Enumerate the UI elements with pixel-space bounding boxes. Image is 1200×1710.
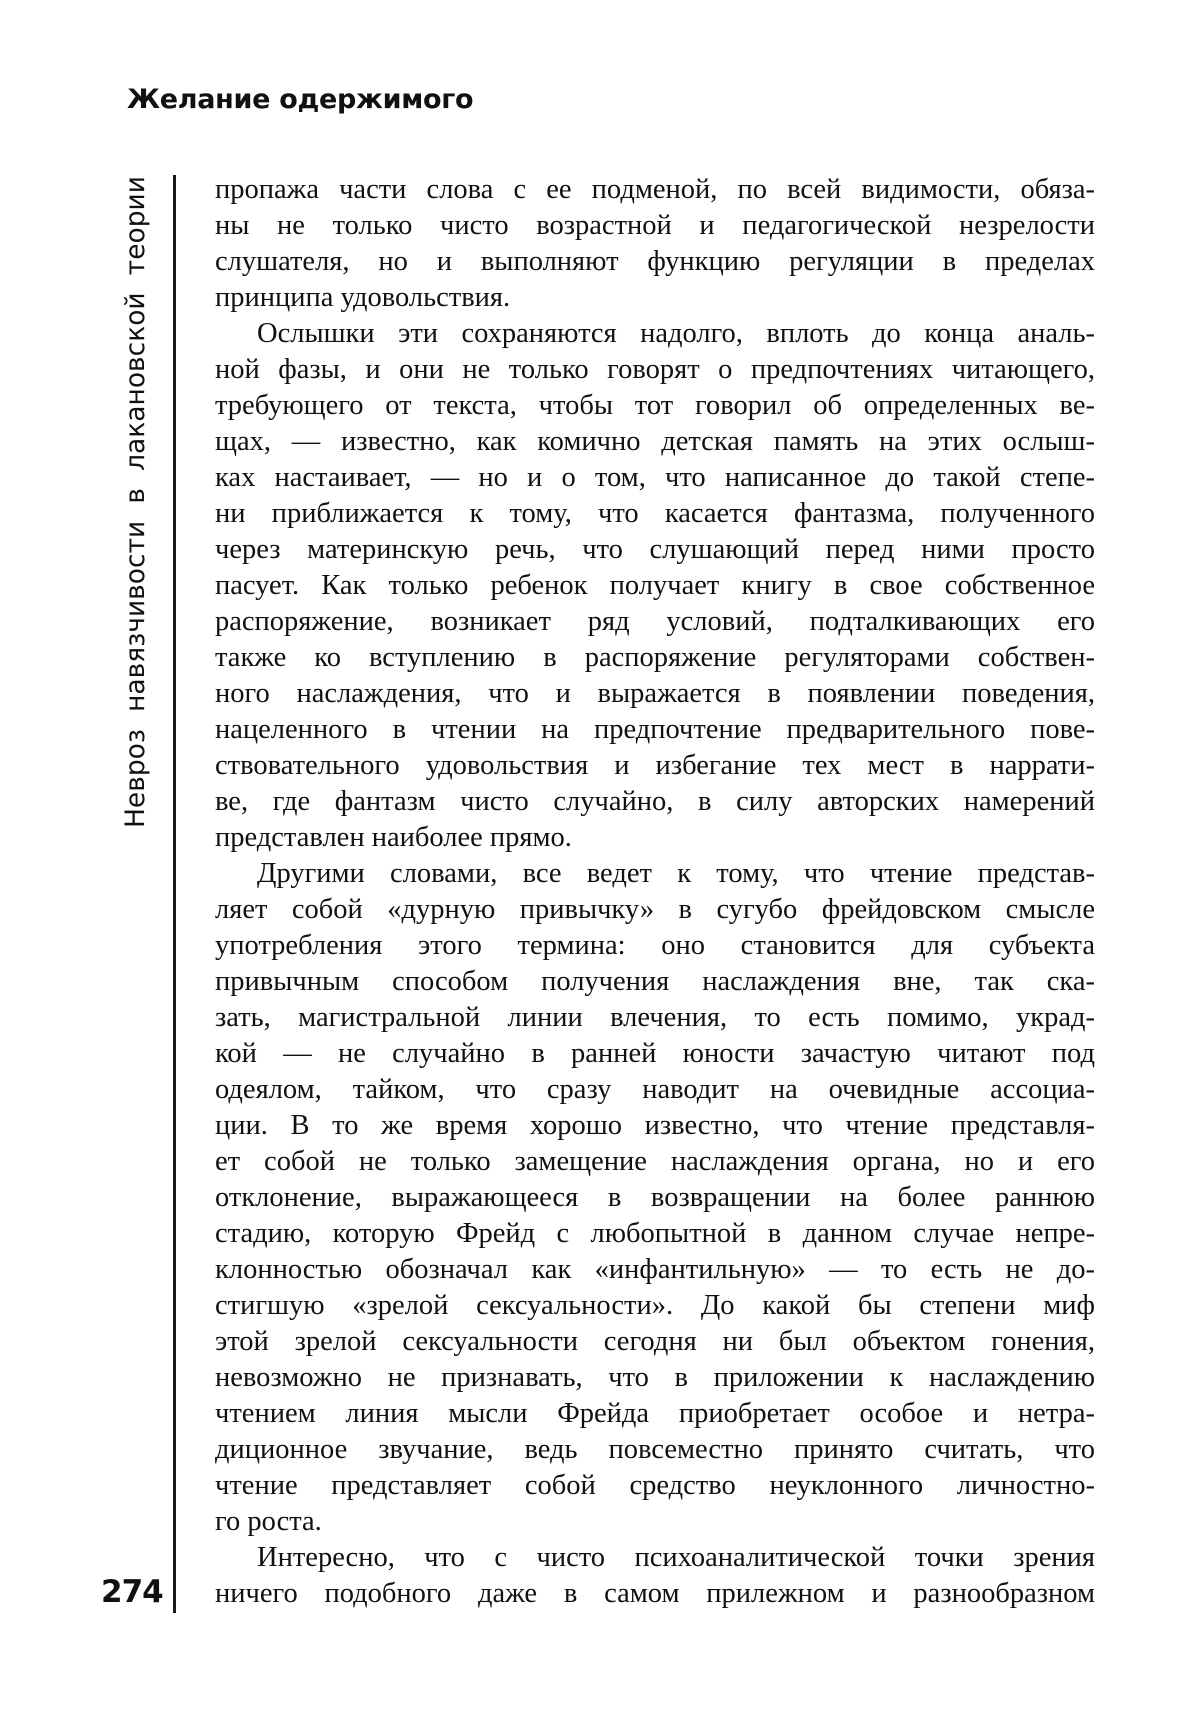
vertical-rule <box>173 175 176 1613</box>
text-line: Ослышки эти сохраняются надолго, вплоть до конца аналь- <box>257 318 1095 349</box>
text-line: через материнскую речь, что слушающий перед ними просто <box>215 534 1095 565</box>
text-line: привычным способом получения наслаждения вне, так ска- <box>215 966 1095 997</box>
text-line: одеялом, тайком, что сразу наводит на очевидные ассоциа- <box>215 1074 1095 1105</box>
side-title-container <box>116 176 156 828</box>
text-line: щах, — известно, как комично детская память на этих ослыш- <box>215 426 1095 457</box>
text-line: ничего подобного даже в самом прилежном и разнообразном <box>215 1578 1095 1609</box>
text-line: ной фазы, и они не только говорят о предпочтениях читающего, <box>215 354 1095 385</box>
text-line: ного наслаждения, что и выражается в появлении поведения, <box>215 678 1095 709</box>
text-line: этой зрелой сексуальности сегодня ни был объектом гонения, <box>215 1326 1095 1357</box>
running-head: Желание одержимого <box>127 84 474 115</box>
text-line: невозможно не признавать, что в приложении к наслаждению <box>215 1362 1095 1393</box>
text-line: ции. В то же время хорошо известно, что чтение представля- <box>215 1110 1095 1141</box>
text-line: также ко вступлению в распоряжение регуляторами собствен- <box>215 642 1095 673</box>
text-line: чтение представляет собой средство неуклонного личностно- <box>215 1470 1095 1501</box>
text-line: ет собой не только замещение наслаждения органа, но и его <box>215 1146 1095 1177</box>
text-line: клонностью обозначал как «инфантильную» — то есть не до- <box>215 1254 1095 1285</box>
page-number: 274 <box>101 1574 163 1610</box>
text-line: ствовательного удовольствия и избегание тех мест в наррати- <box>215 750 1095 781</box>
text-line: Другими словами, все ведет к тому, что чтение представ- <box>257 858 1095 889</box>
vertical-section-title: Невроз навязчивости в лакановской теории <box>120 176 151 828</box>
text-line: ни приближается к тому, что касается фантазма, полученного <box>215 498 1095 529</box>
text-line: ках настаивает, — но и о том, что написанное до такой степе- <box>215 462 1095 493</box>
text-line: принципа удовольствия. <box>215 282 511 313</box>
text-line: Интересно, что с чисто психоаналитической точки зрения <box>257 1542 1095 1573</box>
text-line: чтением линия мысли Фрейда приобретает особое и нетра- <box>215 1398 1095 1429</box>
body-text <box>215 172 1095 1622</box>
text-line: стадию, которую Фрейд с любопытной в данном случае непре- <box>215 1218 1095 1249</box>
text-line: нацеленного в чтении на предпочтение предварительного пове- <box>215 714 1095 745</box>
text-line: диционное звучание, ведь повсеместно принято считать, что <box>215 1434 1095 1465</box>
text-line: пасует. Как только ребенок получает книгу в свое собственное <box>215 570 1095 601</box>
text-line: слушателя, но и выполняют функцию регуляции в пределах <box>215 246 1095 277</box>
text-line: требующего от текста, чтобы тот говорил об определенных ве- <box>215 390 1095 421</box>
text-line: ляет собой «дурную привычку» в сугубо фрейдовском смысле <box>215 894 1095 925</box>
text-line: ны не только чисто возрастной и педагогической незрелости <box>215 210 1095 241</box>
text-line: употребления этого термина: оно становится для субъекта <box>215 930 1095 961</box>
text-line: отклонение, выражающееся в возвращении на более раннюю <box>215 1182 1095 1213</box>
text-line: стигшую «зрелой сексуальности». До какой бы степени миф <box>215 1290 1095 1321</box>
text-line: распоряжение, возникает ряд условий, подталкивающих его <box>215 606 1095 637</box>
text-line: пропажа части слова с ее подменой, по всей видимости, обяза- <box>215 174 1095 205</box>
text-line: кой — не случайно в ранней юности зачастую читают под <box>215 1038 1095 1069</box>
text-line: представлен наиболее прямо. <box>215 822 572 853</box>
text-line: зать, магистральной линии влечения, то есть помимо, украд- <box>215 1002 1095 1033</box>
text-line: го роста. <box>215 1506 322 1537</box>
text-line: ве, где фантазм чисто случайно, в силу авторских намерений <box>215 786 1095 817</box>
